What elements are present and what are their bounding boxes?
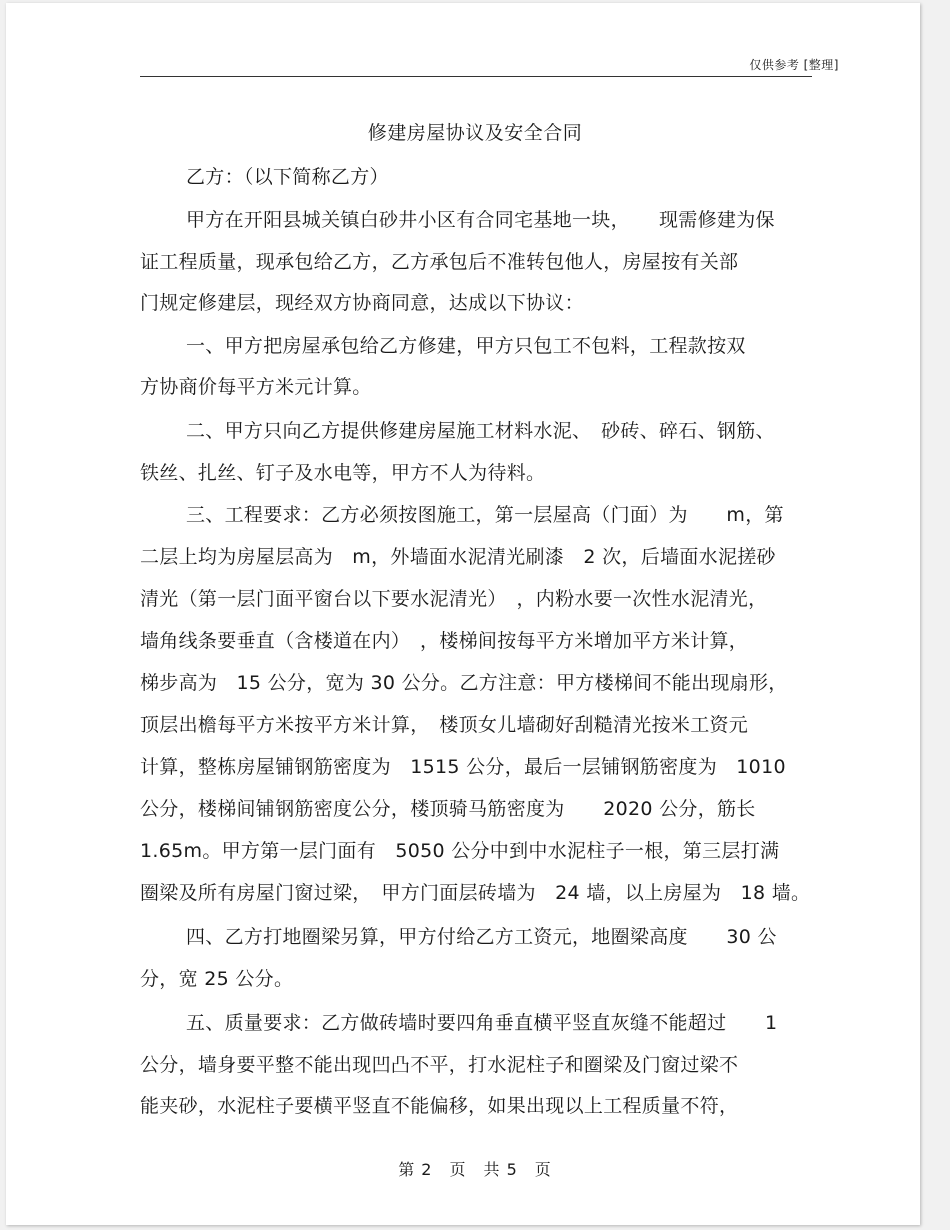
header-divider <box>140 76 812 77</box>
paragraph-line: 二层上均为房屋层高为 m，外墙面水泥清光刷漆 2 次，后墙面水泥搓砂 <box>140 546 776 568</box>
document-title: 修建房屋协议及安全合同 <box>367 122 583 144</box>
paragraph-line: 门规定修建层，现经双方协商同意，达成以下协议： <box>140 292 584 314</box>
header-note: 仅供参考 [整理] <box>749 58 839 72</box>
paragraph-line: 方协商价每平方米元计算。 <box>140 376 372 398</box>
paragraph-line: 公分，墙身要平整不能出现凹凸不平，打水泥柱子和圈梁及门窗过梁不 <box>140 1054 739 1076</box>
paragraph-line: 四、乙方打地圈梁另算，甲方付给乙方工资元，地圈梁高度 30 公 <box>186 926 777 948</box>
paragraph-line: 顶层出檐每平方米按平方米计算， 楼顶女儿墙砌好刮糙清光按米工资元 <box>140 714 749 736</box>
paragraph-line: 一、甲方把房屋承包给乙方修建，甲方只包工不包料，工程款按双 <box>186 335 746 357</box>
paragraph-line: 分，宽 25 公分。 <box>140 968 294 990</box>
paragraph-line: 公分，楼梯间铺钢筋密度公分，楼顶骑马筋密度为 2020 公分，筋长 <box>140 798 756 820</box>
paragraph-line: 三、工程要求：乙方必须按图施工，第一层屋高（门面）为 m，第 <box>186 504 784 526</box>
page-number: 第 2 页 共 5 页 <box>398 1160 552 1179</box>
paragraph-line: 二、甲方只向乙方提供修建房屋施工材料水泥、 砂砖、碎石、钢筋、 <box>186 420 775 442</box>
document-page <box>6 3 920 1225</box>
paragraph-line: 能夹砂，水泥柱子要横平竖直不能偏移，如果出现以上工程质量不符， <box>140 1095 739 1117</box>
paragraph-line: 证工程质量，现承包给乙方，乙方承包后不准转包他人，房屋按有关部 <box>140 251 739 273</box>
paragraph-line: 墙角线条要垂直（含楼道在内） ，楼梯间按每平方米增加平方米计算， <box>140 630 749 652</box>
paragraph-line: 甲方在开阳县城关镇白砂井小区有合同宅基地一块， 现需修建为保 <box>186 209 775 231</box>
paragraph-line: 五、质量要求：乙方做砖墙时要四角垂直横平竖直灰缝不能超过 1 <box>186 1012 778 1034</box>
paragraph-line: 梯步高为 15 公分，宽为 30 公分。乙方注意：甲方楼梯间不能出现扇形， <box>140 672 788 694</box>
paragraph-line: 1.65m。甲方第一层门面有 5050 公分中到中水泥柱子一根，第三层打满 <box>140 840 780 862</box>
paragraph-line: 清光（第一层门面平窗台以下要水泥清光） ，内粉水要一次性水泥清光， <box>140 588 768 610</box>
paragraph-line: 铁丝、扎丝、钉子及水电等，甲方不人为待料。 <box>140 462 546 484</box>
paragraph-line: 计算，整栋房屋铺钢筋密度为 1515 公分，最后一层铺钢筋密度为 1010 <box>140 756 786 778</box>
paragraph-line: 乙方：（以下简称乙方） <box>186 166 389 188</box>
paragraph-line: 圈梁及所有房屋门窗过梁， 甲方门面层砖墙为 24 墙，以上房屋为 18 墙。 <box>140 882 811 904</box>
